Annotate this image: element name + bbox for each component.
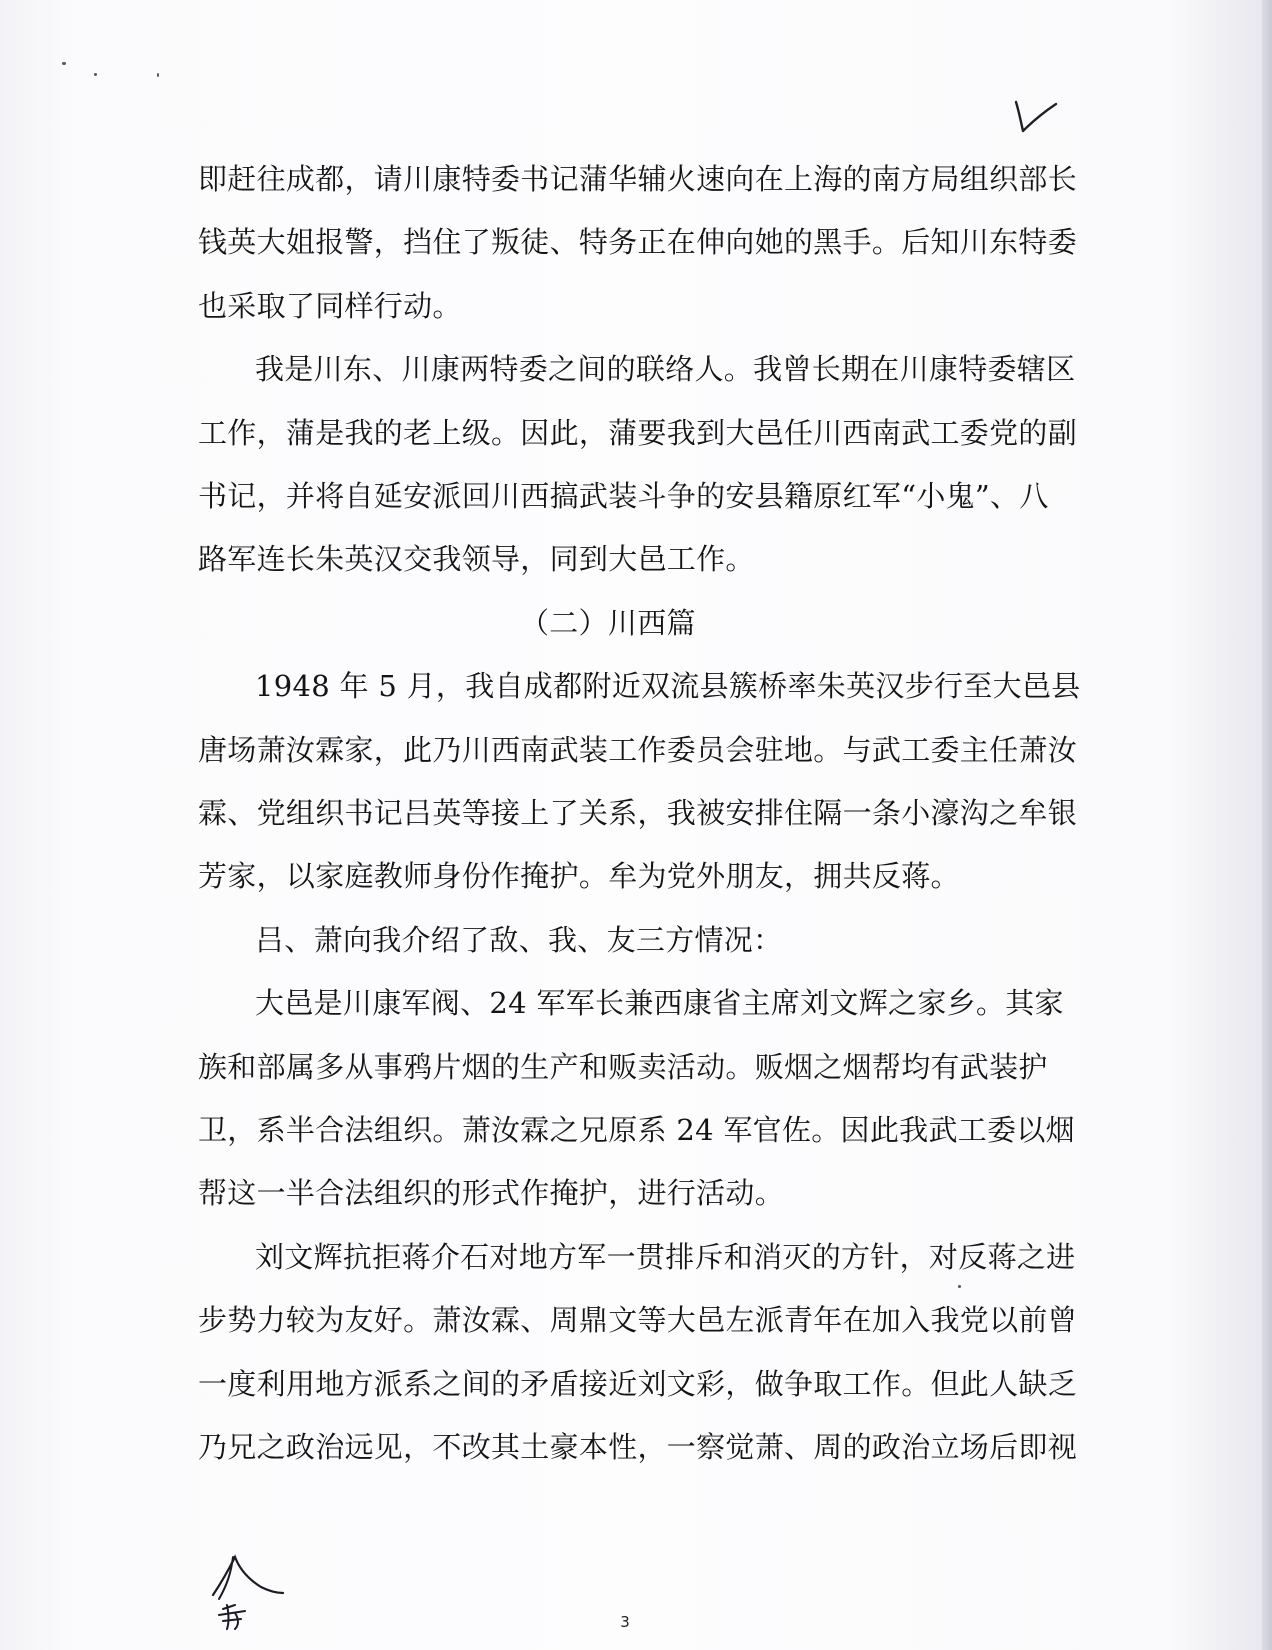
text-line: 刘文辉抗拒蒋介石对地方军一贯排斥和消灭的方针，对反蒋之进 — [255, 1239, 1076, 1274]
text-line: 卫，系半合法组织。萧汝霖之兄原系 24 军官佐。因此我武工委以烟 — [198, 1113, 1075, 1147]
text-line: 族和部属多从事鸦片烟的生产和贩卖活动。贩烟之烟帮均有武装护 — [198, 1049, 1048, 1084]
text-line: 乃兄之政治远见，不改其土豪本性，一察觉萧、周的政治立场后即视 — [198, 1430, 1078, 1464]
text-line: 书记，并将自延安派回川西搞武装斗争的安县籍原红军“小鬼”、八 — [198, 479, 1049, 513]
text-line: 步势力较为友好。萧汝霖、周鼎文等大邑左派青年在加入我党以前曾 — [198, 1303, 1078, 1338]
text-line: 吕、萧向我介绍了敌、我、友三方情况： — [255, 922, 783, 957]
text-line: 路军连长朱英汉交我领导，同到大邑工作。 — [198, 542, 755, 577]
scan-speck — [958, 1285, 961, 1288]
page-edge-shadow — [1262, 0, 1272, 1650]
text-line: 我是川东、川康两特委之间的联络人。我曾长期在川康特委辖区 — [255, 352, 1076, 387]
text-line: 霖、党组织书记吕英等接上了关系，我被安排住隔一条小濠沟之牟银 — [198, 796, 1078, 830]
text-line: 一度利用地方派系之间的矛盾接近刘文彩，做争取工作。但此人缺乏 — [198, 1366, 1078, 1401]
text-line: 帮这一半合法组织的形式作掩护，进行活动。 — [198, 1176, 785, 1211]
text-line: 即赶往成都，请川康特委书记蒲华辅火速向在上海的南方局组织部长 — [198, 162, 1078, 196]
text-line: 钱英大姐报警，挡住了叛徒、特务正在伸向她的黑手。后知川东特委 — [198, 225, 1078, 260]
text-line: 芳家，以家庭教师身份作掩护。牟为党外朋友，拥共反蒋。 — [198, 859, 960, 894]
section-heading: （二）川西篇 — [520, 605, 696, 640]
scan-speck — [94, 73, 97, 76]
checkmark-icon — [1010, 98, 1060, 138]
scan-speck — [62, 62, 66, 65]
text-line: 工作，蒲是我的老上级。因此，蒲要我到大邑任川西南武工委党的副 — [198, 415, 1078, 450]
text-line: 1948 年 5 月，我自成都附近双流县簇桥率朱英汉步行至大邑县 — [255, 669, 1081, 704]
page-number: 3 — [620, 1613, 630, 1631]
scan-speck — [157, 73, 159, 77]
text-line: 也采取了同样行动。 — [198, 288, 462, 323]
text-line: 唐场萧汝霖家，此乃川西南武装工作委员会驻地。与武工委主任萧汝 — [198, 732, 1078, 767]
text-line: 大邑是川康军阀、24 军军长兼西康省主席刘文辉之家乡。其家 — [255, 986, 1064, 1021]
